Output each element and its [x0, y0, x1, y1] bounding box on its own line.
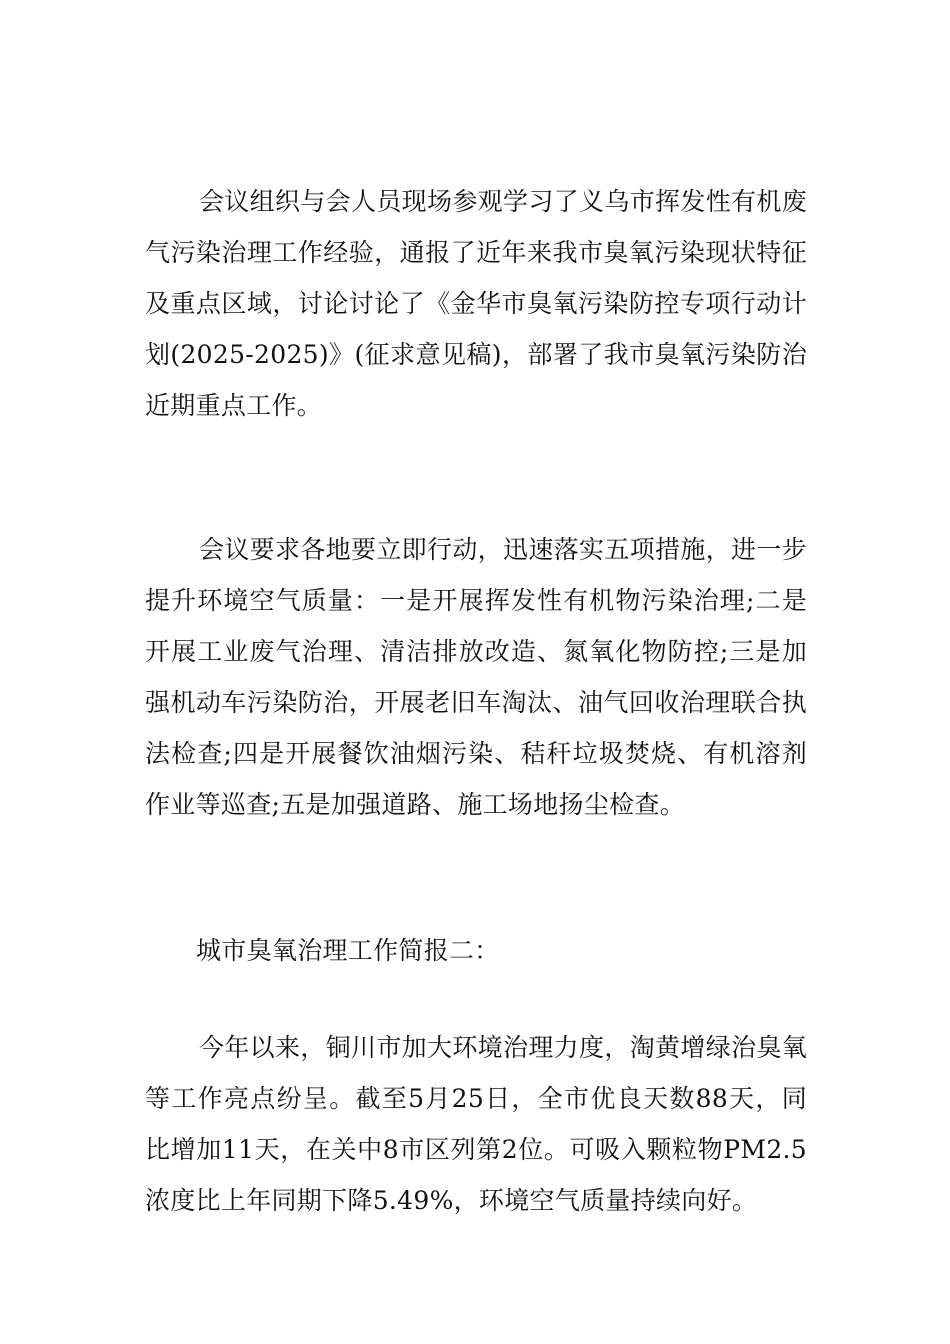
paragraph-meeting-summary: 会议组织与会人员现场参观学习了义乌市挥发性有机废气污染治理工作经验，通报了近年来我市臭氧污染现状特征及重点区域，讨论讨论了《金华市臭氧污染防控专项行动计划(2025-2025)》(征求意见稿)，部署了我市臭氧污染防治近期重点工作。: [145, 187, 807, 420]
paragraph-meeting-requirements: 会议要求各地要立即行动，迅速落实五项措施，进一步提升环境空气质量：一是开展挥发性有机物污染治理;二是开展工业废气治理、清洁排放改造、氮氧化物防控;三是加强机动车污染防治，开展老旧车淘汰、油气回收治理联合执法检查;四是开展餐饮油烟污染、秸秆垃圾焚烧、有机溶剂作业等巡查;五是加强道路、施工场地扬尘检查。: [145, 535, 807, 819]
section-heading: 城市臭氧治理工作简报二：: [196, 936, 500, 965]
paragraph-tongchuan-report: 今年以来，铜川市加大环境治理力度，淘黄增绿治臭氧等工作亮点纷呈。截至5月25日，全市优良天数88天，同比增加11天，在关中8市区列第2位。可吸入颗粒物PM2.5浓度比上年同期下降5.49%，环境空气质量持续向好。: [145, 1033, 807, 1215]
